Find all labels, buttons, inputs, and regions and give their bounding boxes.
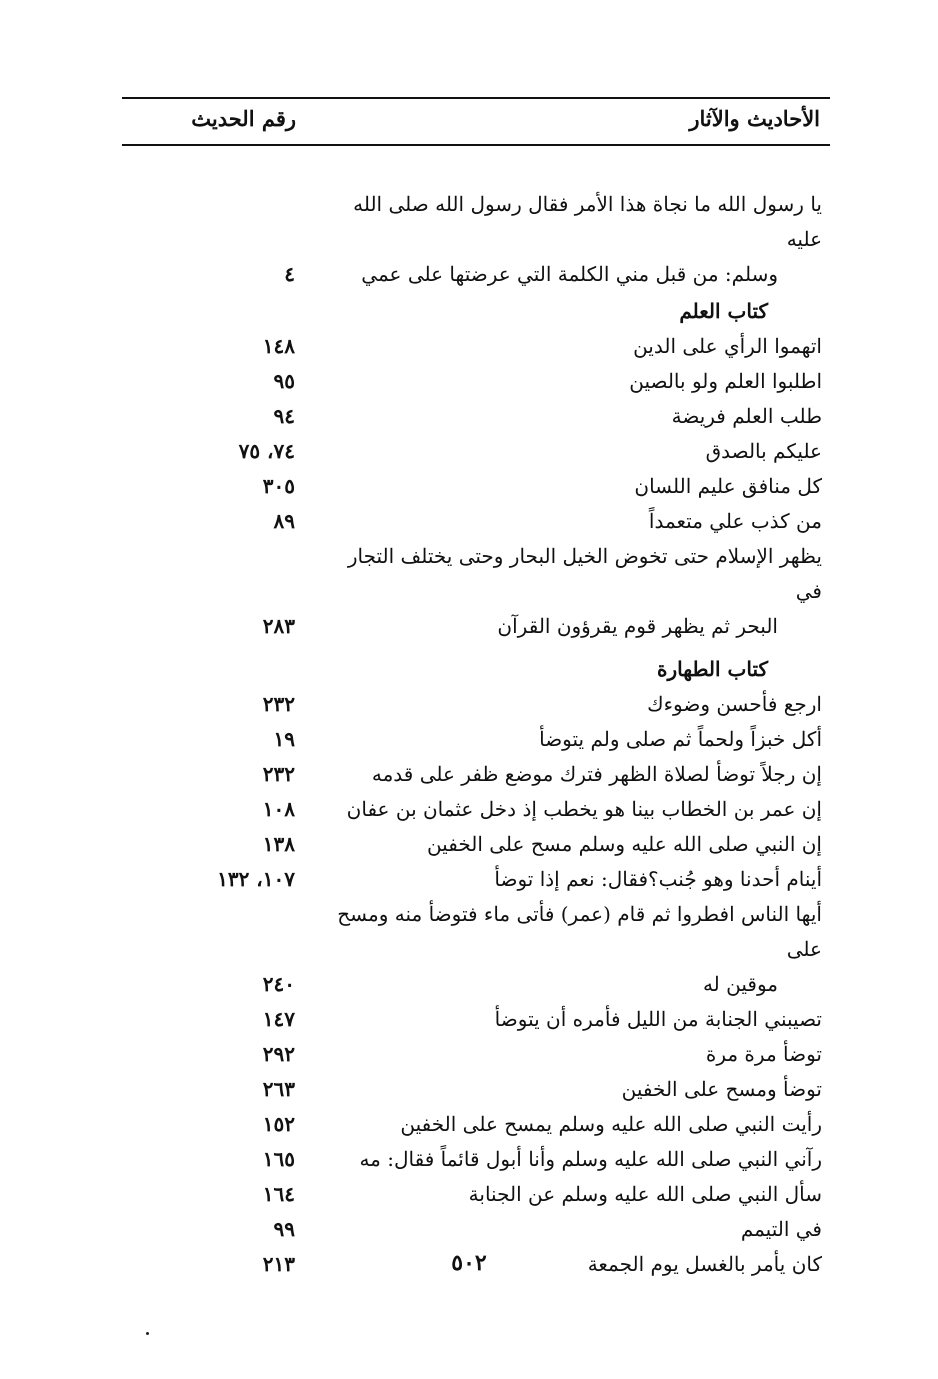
scan-speck (146, 1332, 149, 1335)
tahara-entry-list (122, 687, 822, 1282)
entry-text-block (317, 1142, 822, 1177)
index-entry (122, 722, 822, 757)
entry-hadith-number: ١٩ (273, 727, 295, 751)
entry-text: إن عمر بن الخطاب بينا هو يخطب إذ دخل عثمان بن عفان (346, 797, 822, 821)
entry-text-block (317, 1072, 822, 1107)
entry-hadith-number: ٧٤، ٧٥ (238, 439, 295, 463)
index-entry (122, 434, 822, 469)
entry-text-block (317, 687, 822, 722)
entry-text: إن النبي صلى الله عليه وسلم مسح على الخفين (426, 832, 822, 856)
entry-hadith-number: ٢١٣ (262, 1252, 295, 1276)
entry-text: طلب العلم فريضة (671, 404, 822, 428)
index-entry (122, 187, 822, 292)
index-entry (122, 757, 822, 792)
section-title-ilm: كتاب العلم (679, 299, 768, 323)
entry-text: من كذب علي متعمداً (648, 509, 822, 533)
index-entry (122, 687, 822, 722)
index-entry (122, 539, 822, 644)
entry-text-block (317, 862, 822, 897)
index-entry (122, 364, 822, 399)
index-entry (122, 469, 822, 504)
entry-text-block (317, 792, 822, 827)
entry-text: عليكم بالصدق (705, 439, 822, 463)
index-entry (122, 329, 822, 364)
entry-text-block (317, 469, 822, 504)
entry-text: توضأ ومسح على الخفين (621, 1077, 822, 1101)
index-entry (122, 1212, 822, 1247)
entry-text: يظهر الإسلام حتى تخوض الخيل البحار وحتى يختلف التجار في (347, 544, 822, 603)
entry-text: توضأ مرة مرة (705, 1042, 822, 1066)
entry-text-block (317, 364, 822, 399)
entry-text-continuation: موقين له (702, 972, 778, 996)
entry-text: كان يأمر بالغسل يوم الجمعة (587, 1252, 822, 1276)
entry-hadith-number: ١٠٨ (262, 797, 295, 821)
header-number-title: رقم الحديث (191, 106, 296, 131)
entry-text-block (317, 187, 822, 292)
entry-hadith-number: ٨٩ (273, 509, 295, 533)
index-entry (122, 827, 822, 862)
entry-hadith-number: ٢٣٢ (262, 762, 295, 786)
entry-text-block (317, 897, 822, 1002)
entry-text: رآني النبي صلى الله عليه وسلم وأنا أبول قائماً فقال: مه (359, 1147, 822, 1171)
entry-hadith-number: ٢٨٣ (262, 614, 295, 638)
page-number: ٥٠٢ (451, 1250, 487, 1276)
entry-hadith-number: ٢٩٢ (262, 1042, 295, 1066)
ilm-entry-list (122, 329, 822, 644)
entry-text: كل منافق عليم اللسان (634, 474, 822, 498)
entry-text-block (317, 399, 822, 434)
index-entry (122, 504, 822, 539)
entry-text: في التيمم (740, 1217, 822, 1241)
entry-text: سأل النبي صلى الله عليه وسلم عن الجنابة (468, 1182, 822, 1206)
entry-text-block (317, 434, 822, 469)
entry-hadith-number: ٣٠٥ (262, 474, 295, 498)
entry-hadith-number: ٩٤ (273, 404, 295, 428)
entry-text: اطلبوا العلم ولو بالصين (629, 369, 822, 393)
entry-text: رأيت النبي صلى الله عليه وسلم يمسح على الخفين (400, 1112, 822, 1136)
entry-text-block (317, 722, 822, 757)
entry-text: أيها الناس افطروا ثم قام (عمر) فأتى ماء فتوضأ منه ومسح على (337, 902, 822, 961)
entry-text: إن رجلاً توضأ لصلاة الظهر فترك موضع ظفر على قدمه (371, 762, 822, 786)
entry-hadith-number: ٢٣٢ (262, 692, 295, 716)
index-content (122, 187, 822, 1282)
entry-text-continuation: وسلم: من قبل مني الكلمة التي عرضتها على عمي (361, 262, 778, 286)
entry-hadith-number: ١٤٧ (262, 1007, 295, 1031)
index-entry (122, 1072, 822, 1107)
top-entry-list (122, 187, 822, 292)
entry-hadith-number: ٤ (284, 262, 295, 286)
entry-hadith-number: ١٠٧، ١٣٢ (217, 867, 295, 891)
entry-text-block (317, 539, 822, 644)
index-entry (122, 1142, 822, 1177)
entry-text: اتهموا الرأي على الدين (633, 334, 822, 358)
entry-hadith-number: ٢٦٣ (262, 1077, 295, 1101)
entry-hadith-number: ٢٤٠ (262, 972, 295, 996)
entry-text-block (317, 329, 822, 364)
entry-text-block (317, 757, 822, 792)
entry-text: أينام أحدنا وهو جُنب؟فقال: نعم إذا توضأ (494, 867, 822, 891)
header-hadith-title: الأحاديث والآثار (689, 106, 820, 131)
index-entry (122, 1037, 822, 1072)
entry-text-block (317, 827, 822, 862)
entry-text-block (317, 1212, 822, 1247)
entry-hadith-number: ٩٥ (273, 369, 295, 393)
index-entry (122, 862, 822, 897)
section-title-tahara: كتاب الطهارة (657, 657, 768, 681)
index-entry (122, 792, 822, 827)
entry-text-continuation: البحر ثم يظهر قوم يقرؤون القرآن (497, 614, 778, 638)
entry-text-block (317, 1177, 822, 1212)
entry-text: يا رسول الله ما نجاة هذا الأمر فقال رسول الله صلى الله عليه (353, 192, 822, 251)
entry-hadith-number: ١٦٤ (262, 1182, 295, 1206)
entry-text: تصيبني الجنابة من الليل فأمره أن يتوضأ (494, 1007, 822, 1031)
index-entry (122, 897, 822, 1002)
entry-hadith-number: ١٤٨ (262, 334, 295, 358)
header-bottom-rule (122, 144, 830, 146)
index-entry (122, 399, 822, 434)
entry-text: أكل خبزاً ولحماً ثم صلى ولم يتوضأ (539, 727, 822, 751)
entry-hadith-number: ١٥٢ (262, 1112, 295, 1136)
index-entry (122, 1107, 822, 1142)
entry-text: ارجع فأحسن وضوءك (647, 692, 822, 716)
entry-hadith-number: ٩٩ (273, 1217, 295, 1241)
entry-text-block (317, 504, 822, 539)
entry-text-block (317, 1002, 822, 1037)
index-entry (122, 1177, 822, 1212)
entry-hadith-number: ١٣٨ (262, 832, 295, 856)
entry-text-block (317, 1037, 822, 1072)
header-top-rule (122, 97, 830, 99)
index-entry (122, 1002, 822, 1037)
entry-hadith-number: ١٦٥ (262, 1147, 295, 1171)
entry-text-block (317, 1107, 822, 1142)
